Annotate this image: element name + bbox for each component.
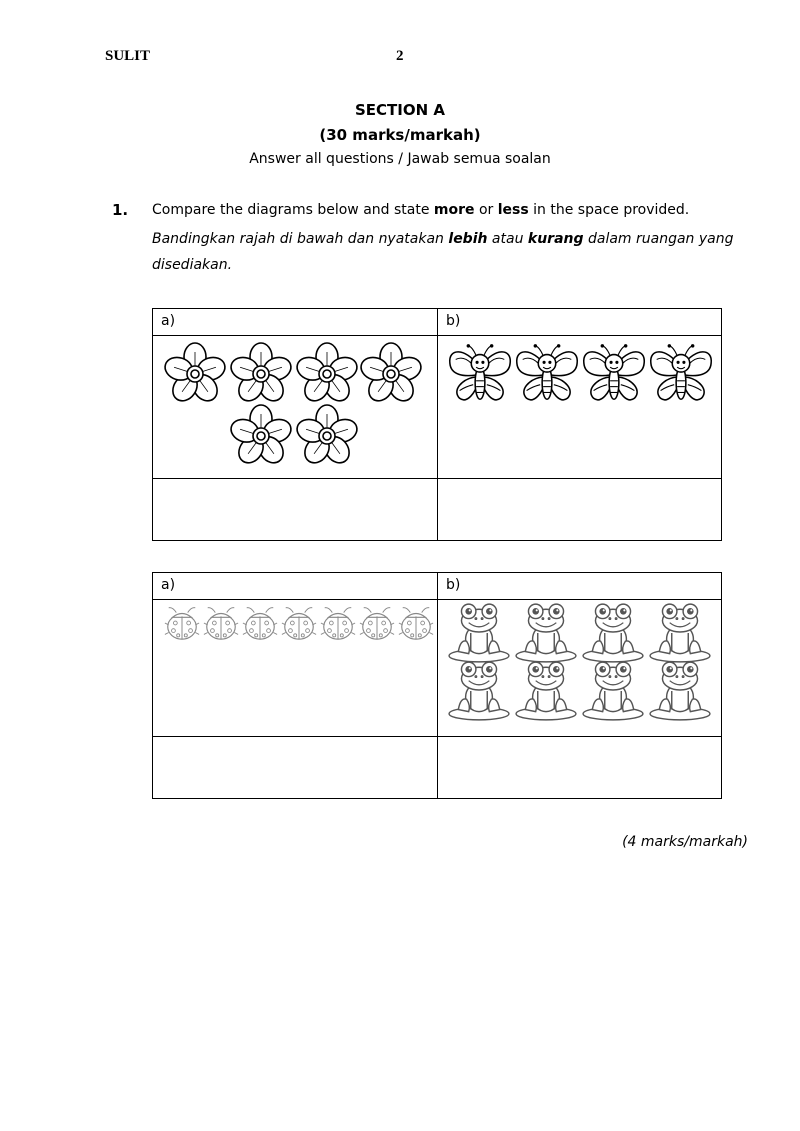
cell-label: b) bbox=[446, 313, 461, 329]
butterfly-icon bbox=[517, 344, 578, 400]
flower-icon bbox=[228, 405, 294, 468]
ladybug-icon bbox=[360, 608, 394, 639]
question-number: 1. bbox=[112, 201, 129, 219]
frog-icon bbox=[650, 604, 710, 662]
flower-icon bbox=[228, 343, 294, 406]
frog-icon bbox=[516, 662, 576, 720]
frog-group bbox=[438, 600, 721, 736]
cell-label: b) bbox=[446, 577, 461, 593]
frog-icon bbox=[583, 604, 643, 662]
question-text-en: Compare the diagrams below and state more or less in the space provided. bbox=[152, 202, 690, 218]
comparison-table-2 bbox=[152, 572, 722, 799]
ladybug-icon bbox=[282, 608, 316, 639]
flower-group bbox=[153, 336, 437, 478]
cell-label: a) bbox=[161, 577, 176, 593]
section-marks: (30 marks/markah) bbox=[319, 126, 481, 144]
section-title: SECTION A bbox=[354, 101, 445, 119]
butterfly-group bbox=[438, 336, 721, 478]
question-marks: (4 marks/markah) bbox=[622, 834, 748, 850]
ladybug-icon bbox=[399, 608, 433, 639]
frog-icon bbox=[583, 662, 643, 720]
flower-icon bbox=[162, 343, 228, 406]
cell-label: a) bbox=[161, 313, 176, 329]
answer-box-1b[interactable] bbox=[438, 479, 722, 541]
section-instruction: Answer all questions / Jawab semua soalan bbox=[249, 151, 551, 167]
header-sulit: SULIT bbox=[105, 48, 151, 64]
answer-box-2a[interactable] bbox=[153, 737, 438, 799]
frog-icon bbox=[650, 662, 710, 720]
flower-icon bbox=[294, 405, 360, 468]
answer-box-2b[interactable] bbox=[438, 737, 722, 799]
butterfly-icon bbox=[651, 344, 712, 400]
ladybug-icon bbox=[165, 608, 199, 639]
flower-icon bbox=[358, 343, 424, 406]
frog-icon bbox=[449, 604, 509, 662]
butterfly-icon bbox=[450, 344, 511, 400]
ladybug-group bbox=[153, 600, 437, 736]
butterfly-icon bbox=[584, 344, 645, 400]
ladybug-icon bbox=[243, 608, 277, 639]
comparison-table-1 bbox=[152, 308, 722, 541]
ladybug-icon bbox=[321, 608, 355, 639]
answer-box-1a[interactable] bbox=[153, 479, 438, 541]
question-text-ms: Bandingkan rajah di bawah dan nyatakan lebih atau kurang dalam ruangan yang bbox=[152, 231, 734, 247]
question-text-ms-line2: disediakan. bbox=[152, 257, 233, 273]
page-number: 2 bbox=[396, 48, 404, 64]
frog-icon bbox=[516, 604, 576, 662]
ladybug-icon bbox=[204, 608, 238, 639]
frog-icon bbox=[449, 662, 509, 720]
flower-icon bbox=[294, 343, 360, 406]
